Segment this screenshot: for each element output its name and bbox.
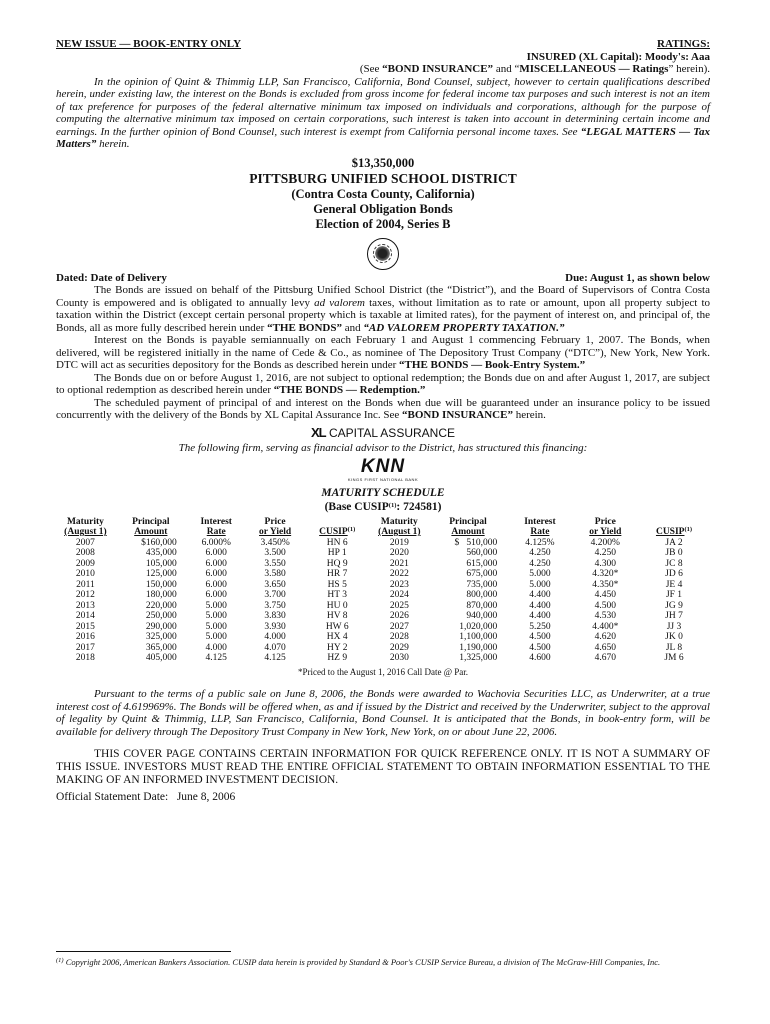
schedule-right-amount: 1,325,000 (459, 653, 498, 663)
schedule-right-year: 2030 (389, 653, 409, 663)
schedule-right-yield: 4.400* (592, 621, 619, 632)
schedule-right-cusip: JF 1 (665, 590, 683, 600)
bond-type: General Obligation Bonds (313, 201, 453, 216)
schedule-right-amount: 675,000 (466, 569, 498, 579)
schedule-right-yield: 4.250 (594, 548, 616, 558)
knn-logo-subtext: KINGS FIRST NATIONAL BANK (347, 476, 419, 482)
table-row (56, 580, 710, 591)
award-paragraph: Pursuant to the terms of a public sale on June 8, 2006, the Bonds were awarded to Wachovia Securities LLC, as Underwriter, at a true interest cost of 4.619969%. The Bonds will be offered when, as and if issued by the District and received by the Underwriter, subject to the approval of legality by Quint & Thimmig, LLP, San Francisco, California, Bond Counsel. It is anticipated that the Bonds, in book-entry form, will be available for delivery through The Depository Trust Company in New York, New York, on or about June 22, 2006. (56, 688, 710, 738)
due-label: Due: August 1, as shown below (565, 271, 710, 284)
schedule-right-cusip: JJ 3 (666, 621, 682, 632)
schedule-right-amount: 940,000 (466, 611, 498, 621)
schedule-right-yield: 4.530 (594, 611, 616, 621)
schedule-left-year: 2009 (75, 558, 95, 569)
schedule-right-year: 2019 (389, 537, 409, 548)
schedule-right-rate: 4.400 (529, 600, 551, 611)
schedule-right-cusip: JG 9 (665, 600, 683, 611)
insured-rating-line: INSURED (XL Capital): Moody's: Aaa (526, 50, 710, 63)
schedule-right-cusip: JM 6 (664, 653, 684, 663)
schedule-right-cusip: JL 8 (665, 642, 683, 653)
schedule-left-year: 2010 (75, 569, 95, 579)
schedule-right-year: 2026 (389, 611, 409, 621)
schedule-left-cusip: HU 0 (326, 600, 348, 611)
schedule-left-amount: 105,000 (145, 558, 177, 569)
schedule-right-yield: 4.500 (594, 600, 616, 611)
schedule-right-year: 2028 (389, 632, 409, 642)
official-statement-date-line: Official Statement Date: June 8, 2006 (56, 791, 236, 803)
security-paragraph: The Bonds are issued on behalf of the Pittsburg Unified School District (the “District”), and the Board of Supervisors of Contra Costa County is empowered and is obligated to annually levy ad valorem taxes, without limitation as to rate or amount, upon all property subject to taxation within the District (except certain personal property which is taxable at limited rates), for the payment of interest on, and principal of, the Bonds, all as more fully described herein under “THE BONDS” and “AD VALOREM PROPERTY TAXATION.” (56, 284, 710, 334)
schedule-right-cusip: JE 4 (665, 579, 683, 590)
schedule-right-rate: 5.000 (529, 569, 551, 579)
schedule-left-cusip: HS 5 (327, 579, 347, 590)
table-row (56, 632, 710, 643)
xl-logo-text: CAPITAL ASSURANCE (328, 425, 455, 440)
schedule-left-rate: 6.000 (205, 548, 227, 558)
schedule-left-rate: 5.000 (205, 632, 227, 642)
schedule-left-amount: 325,000 (145, 632, 177, 642)
schedule-left-cusip: HY 2 (326, 642, 348, 653)
schedule-right-year: 2022 (389, 569, 409, 579)
schedule-right-yield: 4.650 (594, 642, 616, 653)
schedule-right-amount: 735,000 (466, 579, 498, 590)
schedule-left-rate: 6.000 (205, 569, 227, 579)
schedule-right-cusip: JA 2 (665, 537, 683, 548)
schedule-left-rate: 6.000% (201, 537, 231, 548)
schedule-left-cusip: HW 6 (325, 621, 349, 632)
maturity-schedule-table (56, 517, 710, 664)
schedule-right-yield: 4.450 (594, 590, 616, 600)
schedule-left-year: 2011 (76, 579, 95, 590)
schedule-left-year: 2012 (75, 590, 95, 600)
schedule-left-yield: 4.070 (264, 642, 286, 653)
table-row (56, 643, 710, 654)
schedule-left-yield: 3.650 (264, 579, 286, 590)
schedule-left-yield: 3.580 (264, 569, 286, 579)
schedule-left-amount: 180,000 (145, 590, 177, 600)
schedule-right-cusip: JH 7 (665, 611, 683, 621)
table-row (56, 653, 710, 664)
schedule-right-yield: 4.350* (592, 579, 619, 590)
schedule-right-cusip: JD 6 (665, 569, 683, 579)
bond-series: Election of 2004, Series B (315, 216, 451, 231)
schedule-right-rate: 5.000 (529, 579, 551, 590)
schedule-left-year: 2018 (75, 653, 95, 663)
schedule-left-amount: 435,000 (145, 548, 177, 558)
schedule-right-year: 2025 (389, 600, 409, 611)
schedule-right-cusip: JK 0 (665, 632, 683, 642)
schedule-right-rate: 4.250 (529, 548, 551, 558)
table-row (56, 590, 710, 601)
schedule-left-yield: 3.830 (264, 611, 286, 621)
schedule-left-yield: 4.125 (264, 653, 286, 663)
table-row (56, 548, 710, 559)
schedule-left-cusip: HX 4 (326, 632, 348, 642)
schedule-right-yield: 4.320* (592, 569, 619, 579)
table-row (56, 569, 710, 580)
schedule-left-year: 2008 (75, 548, 95, 558)
schedule-right-yield: 4.620 (594, 632, 616, 642)
table-row (56, 622, 710, 633)
schedule-left-rate: 4.000 (205, 642, 227, 653)
schedule-right-amount: 1,190,000 (459, 642, 498, 653)
schedule-right-rate: 4.400 (529, 611, 551, 621)
ratings-see-line: (See “BOND INSURANCE” and “MISCELLANEOUS — Ratings” herein). (359, 63, 710, 75)
header-row (56, 38, 710, 51)
schedule-left-rate: 5.000 (205, 611, 227, 621)
knn-logo (56, 457, 710, 482)
schedule-right-amount: 800,000 (466, 590, 498, 600)
schedule-left-amount: $160,000 (141, 537, 177, 548)
schedule-left-cusip: HZ 9 (327, 653, 348, 663)
maturity-schedule-title: MATURITY SCHEDULE (321, 486, 445, 499)
call-date-note: *Priced to the August 1, 2016 Call Date @ Par. (297, 666, 469, 677)
schedule-left-rate: 6.000 (205, 558, 227, 569)
schedule-left-amount: 290,000 (145, 621, 177, 632)
interest-paragraph: Interest on the Bonds is payable semiannually on each February 1 and August 1 commencing February 1, 2007. The Bonds, when delivered, will be registered initially in the name of Cede & Co., as nominee of The Depository Trust Company (“DTC”), New York, New York. DTC will act as securities depository for the Bonds as described herein under “THE BONDS — Book-Entry System.” (56, 334, 710, 371)
footnote-divider (56, 951, 231, 952)
schedule-left-yield: 3.500 (264, 548, 286, 558)
schedule-left-cusip: HN 6 (326, 537, 348, 548)
schedule-right-amount: 870,000 (466, 600, 498, 611)
schedule-left-cusip: HP 1 (327, 548, 347, 558)
xl-logo-mark: XL (310, 424, 326, 440)
table-row (56, 559, 710, 570)
schedule-left-year: 2015 (75, 621, 95, 632)
schedule-left-year: 2014 (75, 611, 95, 621)
schedule-left-rate: 5.000 (205, 621, 227, 632)
base-cusip-line: (Base CUSIP$^{(1)}$: 724581) (324, 500, 442, 513)
schedule-left-yield: 3.750 (264, 600, 286, 611)
schedule-left-amount: 220,000 (145, 600, 177, 611)
schedule-left-rate: 6.000 (205, 590, 227, 600)
cover-page-notice: THIS COVER PAGE CONTAINS CERTAIN INFORMATION FOR QUICK REFERENCE ONLY. IT IS NOT A SUMMARY OF THIS ISSUE. INVESTORS MUST READ THE ENTIRE OFFICIAL STATEMENT TO OBTAIN INFORMATION ESSENTIAL TO THE MAKING OF AN INFORMED INVESTMENT DECISION. (56, 748, 710, 786)
tax-opinion-paragraph: In the opinion of Quint & Thimmig LLP, San Francisco, California, Bond Counsel, subject, however to certain qualifications described herein, under existing law, the interest on the Bonds is excluded from gross income for federal income tax purposes and such interest is not an item of tax preference for purposes of the federal alternative minimum tax imposed on individuals and corporations, although for the purpose of computing the alternative minimum tax imposed on certain corporations, such interest is taken into account in determining certain income and earnings. In the further opinion of Bond Counsel, such interest is exempt from California personal income taxes. See “LEGAL MATTERS — Tax Matters” herein. (56, 75, 710, 150)
new-issue-label: NEW ISSUE — BOOK-ENTRY ONLY (56, 38, 242, 50)
schedule-left-cusip: HQ 9 (326, 558, 348, 569)
dated-due-row (56, 272, 710, 285)
insurance-paragraph: The scheduled payment of principal of and interest on the Bonds when due will be guaranteed under an insurance policy to be issued concurrently with the delivery of the Bonds by XL Capital Assurance Inc. See “BOND INSURANCE” herein. (56, 396, 710, 421)
schedule-left-amount: 250,000 (145, 611, 177, 621)
issue-amount: $13,350,000 (351, 155, 415, 170)
schedule-right-amount: $ 510,000 (454, 537, 498, 548)
schedule-left-amount: 150,000 (145, 579, 177, 590)
title-block (56, 156, 710, 232)
schedule-right-amount: 615,000 (466, 558, 498, 569)
maturity-schedule-body (56, 538, 710, 664)
schedule-right-amount: 560,000 (466, 548, 498, 558)
table-header-row: Maturity (August 1) Principal Amount Interest Rate Price or Yield CUSIP$^{(1)}$ Maturity (August 1) Principal Amount Interest Rate Price or Yield CUSIP$^{(1)}$ (64, 516, 693, 537)
table-row (56, 538, 710, 549)
schedule-left-year: 2013 (75, 600, 95, 611)
table-row (56, 611, 710, 622)
schedule-left-amount: 405,000 (145, 653, 177, 663)
schedule-right-year: 2023 (389, 579, 409, 590)
schedule-right-yield: 4.300 (594, 558, 616, 569)
table-row (56, 601, 710, 612)
cusip-footnote: $^{(1)}$ Copyright 2006, American Bankers Association. CUSIP data herein is provided by Standard & Poor's CUSIP Service Bureau, a division of The McGraw-Hill Companies, Inc. (56, 957, 661, 967)
schedule-left-amount: 125,000 (145, 569, 177, 579)
schedule-left-yield: 3.450% (260, 537, 290, 548)
schedule-left-year: 2017 (75, 642, 95, 653)
schedule-left-yield: 4.000 (264, 632, 286, 642)
knn-logo-text: KNN (360, 455, 406, 477)
schedule-right-yield: 4.670 (594, 653, 616, 663)
district-name: PITTSBURG UNIFIED SCHOOL DISTRICT (249, 170, 517, 186)
schedule-right-rate: 4.500 (529, 642, 551, 653)
county-name: (Contra Costa County, California) (291, 186, 475, 201)
schedule-right-cusip: JC 8 (665, 558, 683, 569)
official-statement-cover (56, 38, 710, 804)
schedule-right-rate: 4.125% (525, 537, 555, 548)
redemption-paragraph: The Bonds due on or before August 1, 2016, are not subject to optional redemption; the Bonds due on and after August 1, 2017, are subject to optional redemption as described herein under “THE BONDS — Redemption.” (56, 371, 710, 396)
schedule-right-amount: 1,020,000 (459, 621, 498, 632)
schedule-left-yield: 3.550 (264, 558, 286, 569)
schedule-left-cusip: HT 3 (327, 590, 348, 600)
schedule-left-rate: 4.125 (205, 653, 227, 663)
schedule-right-year: 2024 (389, 590, 409, 600)
schedule-left-year: 2016 (75, 632, 95, 642)
schedule-left-cusip: HR 7 (327, 569, 348, 579)
schedule-right-year: 2029 (389, 642, 409, 653)
schedule-right-yield: 4.200% (590, 537, 620, 548)
schedule-right-cusip: JB 0 (665, 548, 683, 558)
schedule-right-rate: 4.500 (529, 632, 551, 642)
schedule-left-rate: 6.000 (205, 579, 227, 590)
schedule-right-year: 2021 (389, 558, 409, 569)
schedule-right-year: 2027 (389, 621, 409, 632)
schedule-right-year: 2020 (389, 548, 409, 558)
financial-advisor-line: The following firm, serving as financial advisor to the District, has structured this financing: (178, 442, 588, 454)
xl-capital-assurance-logo (56, 424, 710, 440)
schedule-right-rate: 4.400 (529, 590, 551, 600)
schedule-right-rate: 4.250 (529, 558, 551, 569)
schedule-right-rate: 4.600 (529, 653, 551, 663)
dated-label: Dated: Date of Delivery (56, 271, 167, 284)
schedule-left-cusip: HV 8 (326, 611, 348, 621)
schedule-left-yield: 3.930 (264, 621, 286, 632)
schedule-left-amount: 365,000 (145, 642, 177, 653)
ratings-label: RATINGS: (657, 38, 710, 50)
schedule-left-yield: 3.700 (264, 590, 286, 600)
schedule-right-amount: 1,100,000 (459, 632, 498, 642)
schedule-left-year: 2007 (75, 537, 95, 548)
district-seal-icon (367, 238, 399, 270)
schedule-left-rate: 5.000 (205, 600, 227, 611)
schedule-right-rate: 5.250 (529, 621, 551, 632)
